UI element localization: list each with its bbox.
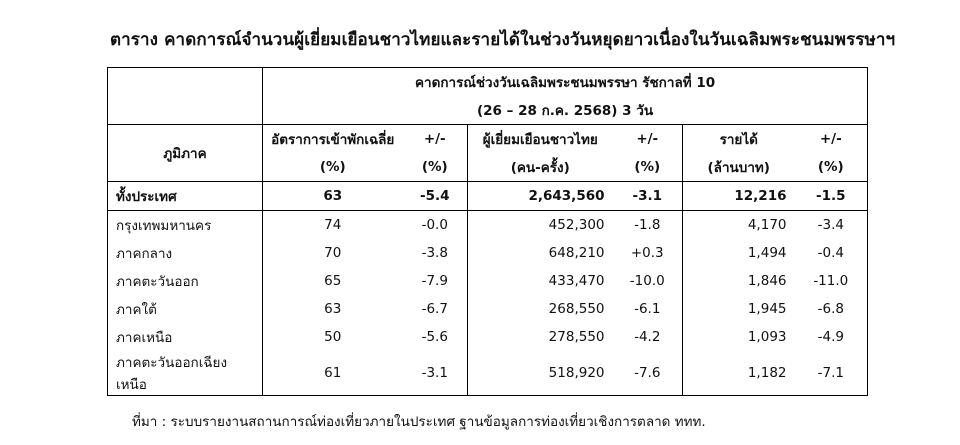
total-occupancy: 63 xyxy=(263,182,403,211)
row-visitors: 518,920 xyxy=(468,351,613,396)
row-occupancy: 65 xyxy=(263,267,403,295)
total-row xyxy=(108,182,868,211)
revenue-header: รายได้ xyxy=(683,125,795,154)
visitors-header: ผู้เยี่ยมเยือนชาวไทย xyxy=(468,125,613,154)
row-region: ภาคตะวันออกเฉียงเหนือ xyxy=(108,351,263,396)
total-revenue-change: -1.5 xyxy=(795,182,868,211)
header-corner xyxy=(108,68,263,97)
total-revenue: 12,216 xyxy=(683,182,795,211)
row-occupancy: 63 xyxy=(263,295,403,323)
header-corner-2 xyxy=(108,96,263,125)
source-note: ที่มา : ระบบรายงานสถานการณ์ท่องเที่ยวภายในประเทศ ฐานข้อมูลการท่องเที่ยวเชิงการตลาด ททท. xyxy=(132,414,706,430)
row-occupancy: 74 xyxy=(263,211,403,240)
row-visitors: 433,470 xyxy=(468,267,613,295)
row-occupancy-change: -7.9 xyxy=(421,273,448,289)
table-row xyxy=(108,239,868,267)
occupancy-header: อัตราการเข้าพักเฉลี่ย xyxy=(263,125,403,154)
row-region: ภาคเหนือ xyxy=(108,323,263,351)
total-visitors: 2,643,560 xyxy=(468,182,613,211)
table-title: ตาราง คาดการณ์จำนวนผู้เยี่ยมเยือนชาวไทยและรายได้ในช่วงวันหยุดยาวเนื่องในวันเฉลิมพระชนมพรรษาฯ xyxy=(110,30,896,50)
row-revenue: 1,093 xyxy=(683,323,795,351)
row-revenue: 1,182 xyxy=(683,351,795,396)
total-occupancy-change: -5.4 xyxy=(403,182,468,211)
row-occupancy: 50 xyxy=(263,323,403,351)
visitors-unit: (คน-ครั้ง) xyxy=(468,153,613,182)
row-occupancy-change: -3.1 xyxy=(403,351,468,396)
row-revenue-change: -3.4 xyxy=(795,211,868,240)
row-revenue-change: -7.1 xyxy=(795,351,868,396)
row-visitors: 452,300 xyxy=(468,211,613,240)
row-visitors-change: +0.3 xyxy=(630,245,664,261)
table-row xyxy=(108,211,868,240)
row-region: ภาคตะวันออก xyxy=(108,267,263,295)
row-visitors-change: -7.6 xyxy=(613,351,683,396)
total-region: ทั้งประเทศ xyxy=(108,182,263,211)
row-occupancy-change: -5.6 xyxy=(421,329,448,345)
total-visitors-change: -3.1 xyxy=(613,182,683,211)
row-revenue-change: -0.4 xyxy=(795,239,868,267)
region-header: ภูมิภาค xyxy=(108,125,263,182)
row-visitors-change: -6.1 xyxy=(634,301,661,317)
occupancy-change-header: +/- xyxy=(403,125,468,154)
table-row xyxy=(108,267,868,295)
row-region: ภาคกลาง xyxy=(108,239,263,267)
row-revenue-change: -6.8 xyxy=(795,295,868,323)
row-occupancy: 61 xyxy=(263,351,403,396)
period-dates: (26 – 28 ก.ค. 2568) 3 วัน xyxy=(263,96,868,125)
row-occupancy-change: -0.0 xyxy=(421,217,448,233)
row-occupancy-change: -3.8 xyxy=(421,245,448,261)
row-revenue-change: -11.0 xyxy=(795,267,868,295)
visitors-change-header: +/- xyxy=(613,125,683,154)
tourism-forecast-table xyxy=(107,67,868,396)
period-title: คาดการณ์ช่วงวันเฉลิมพระชนมพรรษา รัชกาลที่ 10 xyxy=(263,68,868,97)
row-visitors: 278,550 xyxy=(468,323,613,351)
row-occupancy-change: -6.7 xyxy=(421,301,448,317)
row-visitors: 648,210 xyxy=(468,239,613,267)
occupancy-change-unit: (%) xyxy=(421,159,448,175)
row-revenue: 1,945 xyxy=(683,295,795,323)
table-row xyxy=(108,295,868,323)
visitors-change-unit: (%) xyxy=(634,159,661,175)
table-row xyxy=(108,323,868,351)
row-occupancy: 70 xyxy=(263,239,403,267)
row-visitors: 268,550 xyxy=(468,295,613,323)
table-row xyxy=(108,351,868,396)
occupancy-unit: (%) xyxy=(263,153,403,182)
row-visitors-change: -1.8 xyxy=(634,217,661,233)
row-region: ภาคใต้ xyxy=(108,295,263,323)
row-visitors-change: -10.0 xyxy=(629,273,665,289)
revenue-change-unit: (%) xyxy=(795,153,868,182)
row-visitors-change: -4.2 xyxy=(634,329,661,345)
row-revenue: 4,170 xyxy=(683,211,795,240)
row-revenue-change: -4.9 xyxy=(795,323,868,351)
revenue-change-header: +/- xyxy=(795,125,868,154)
revenue-unit: (ล้านบาท) xyxy=(683,153,795,182)
row-revenue: 1,494 xyxy=(683,239,795,267)
row-region: กรุงเทพมหานคร xyxy=(108,211,263,240)
row-revenue: 1,846 xyxy=(683,267,795,295)
